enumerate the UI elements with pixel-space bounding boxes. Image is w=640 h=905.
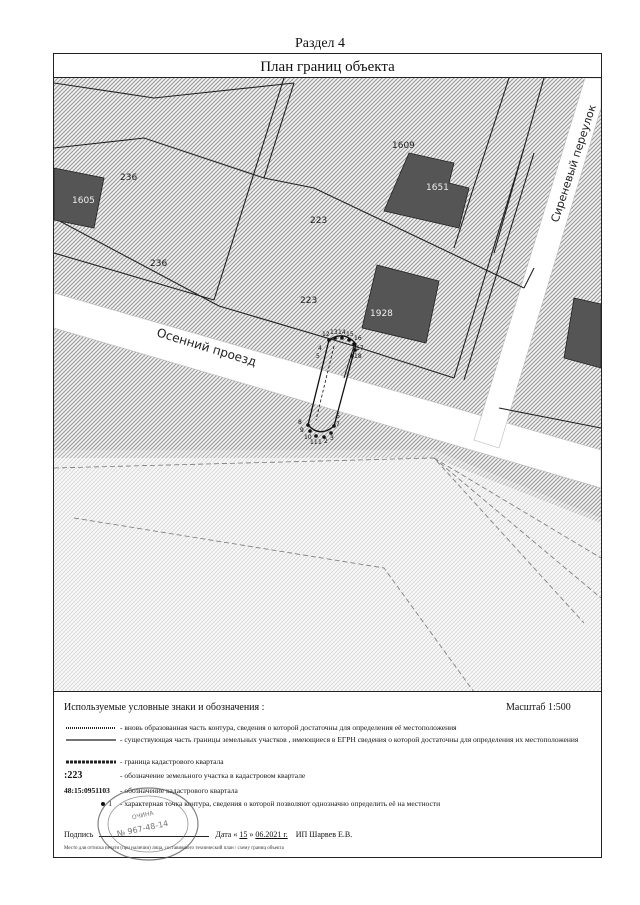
parcel-label: 236 [150, 259, 168, 269]
parcel-label: 223 [300, 296, 318, 306]
legend-title: Используемые условные знаки и обозначения : [64, 702, 265, 713]
point-label: 16 [354, 335, 362, 342]
legend-text: - характерная точка контура, сведения о которой позволяют однозначно определить её на местности [120, 799, 441, 808]
parcel-label: 236 [120, 173, 138, 183]
map-scale: Масштаб 1:500 [506, 702, 571, 713]
point-label: 9 [300, 427, 304, 434]
point-label: 14 [338, 329, 346, 336]
stamp-word: ОЧИНА [131, 809, 155, 822]
point-label: 8 [298, 419, 302, 426]
point-label: 17 [356, 345, 364, 352]
plan-title: План границ объекта [54, 54, 601, 78]
point-label: 2 [324, 438, 328, 445]
point-label: 7 [336, 421, 340, 428]
parcel-label: 1651 [426, 183, 449, 193]
cadastral-map[interactable] [54, 78, 601, 692]
section-label: Раздел 4 [294, 36, 346, 51]
date-day: 15 [239, 830, 248, 839]
stamp-number: № 967-48-14 [116, 818, 170, 839]
parcel-label: 1609 [392, 141, 415, 151]
signature-footnote: Место для оттиска печати (при наличии) лица, составившего технический план / схему границ объекта [64, 846, 284, 851]
legend-text: - граница кадастрового квартала [120, 757, 224, 766]
legend-text: - вновь образованная часть контура, сведения о которой достаточны для определения её местоположения [120, 723, 457, 732]
parcel-symbol: :223 [64, 770, 83, 781]
point-label: 11 [310, 439, 318, 446]
legend-item [64, 757, 595, 767]
point-label: 5 [316, 353, 320, 360]
street-label-sirenevy: Сиреневый переулок [548, 102, 599, 224]
legend-text: - обозначение земельного участка в кадастровом квартале [120, 771, 306, 780]
parcel-label: 223 [310, 216, 328, 226]
parcel-label: 1928 [370, 309, 393, 319]
date-rest: 06.2021 г. [255, 830, 288, 839]
point-label: 13 [330, 329, 338, 336]
point-label: 10 [304, 434, 312, 441]
point-label: 15 [346, 331, 354, 338]
point-symbol: 1 [64, 799, 118, 808]
legend-item [64, 771, 595, 781]
legend-item [64, 723, 595, 733]
street-label-osenniy: Осенний проезд [155, 325, 259, 370]
seal-stamp [96, 786, 200, 862]
legend-text: - обозначение кадастрового квартала [120, 786, 238, 795]
point-label: 6 [336, 413, 340, 420]
legend-text: - существующая часть границы земельных участков , имеющиеся в ЕГРН сведения о которой достаточны для определения их местоположения [120, 735, 579, 744]
signature-row: Подпись Дата « 15 » 06.2021 г. ИП Шарвев Е.В. [64, 830, 353, 839]
date-label: Дата [215, 830, 232, 839]
quarter-boundary-symbol [64, 757, 118, 766]
point-label: 18 [354, 353, 362, 360]
parcel-label: 1605 [72, 196, 95, 206]
signer-name: ИП Шарвев Е.В. [295, 830, 353, 839]
point-label: 3 [330, 435, 334, 442]
legend-item [64, 735, 595, 755]
quarter-symbol: 48:15:0951103 [64, 786, 110, 795]
point-label: 1 [318, 439, 322, 446]
point-label: 4 [318, 345, 322, 352]
new-contour-symbol [64, 723, 118, 732]
point-label: 12 [322, 331, 330, 338]
existing-boundary-symbol [64, 735, 118, 744]
signature-label: Подпись [64, 830, 94, 839]
